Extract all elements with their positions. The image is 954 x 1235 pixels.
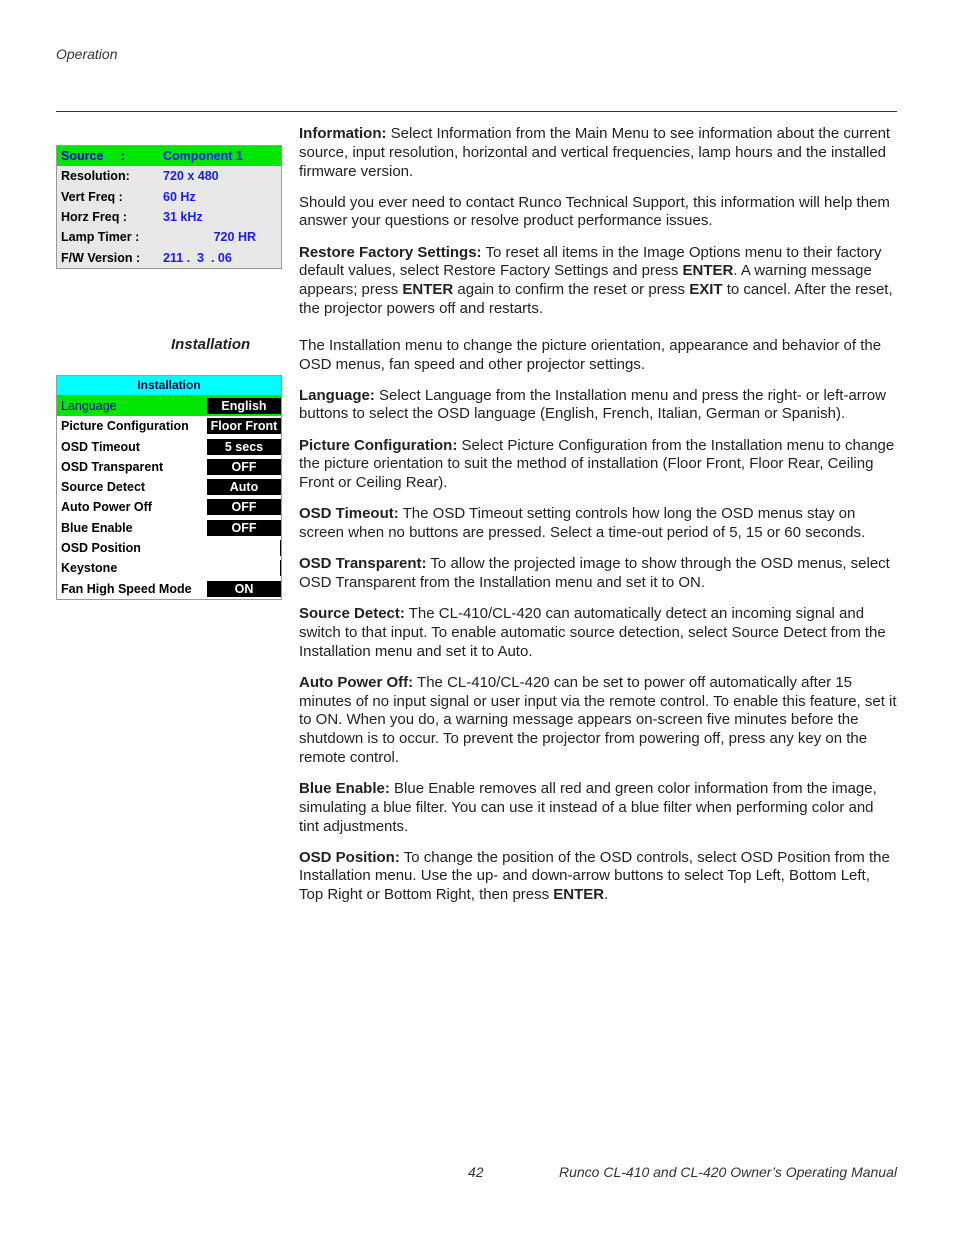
paragraph-support: Should you ever need to contact Runco Technical Support, this information will help them answer your questions or resolve product performance issues. bbox=[299, 193, 890, 230]
inst-label: Source Detect bbox=[61, 480, 146, 495]
inst-value-chip: OFF bbox=[207, 520, 281, 536]
info-row-lamp-timer bbox=[57, 227, 281, 247]
key-label: ENTER bbox=[402, 281, 454, 299]
text: to cancel. After the reset, the projector powers off and restarts. bbox=[299, 281, 893, 317]
inst-value-chip: OFF bbox=[207, 499, 281, 515]
text: To reset all items in the Image Options menu to their factory default values, select Restore Factory Settings and press bbox=[299, 243, 882, 280]
paragraph-information bbox=[299, 125, 897, 181]
inst-label: Language bbox=[61, 399, 117, 413]
term: OSD Timeout: bbox=[299, 505, 399, 523]
installation-osd-panel bbox=[56, 375, 282, 600]
text: Select Information from the Main Menu to see information about the current source, input resolution, horizontal and vertical frequencies, lamp hours and the installed firmware version. bbox=[299, 125, 891, 180]
info-value: 720 x 480 bbox=[163, 169, 219, 184]
inst-label: Keystone bbox=[61, 561, 118, 576]
paragraph-blue-enable bbox=[299, 780, 897, 836]
term: Blue Enable: bbox=[299, 779, 390, 797]
page-number: 42 bbox=[468, 1164, 484, 1180]
paragraph-source-detect bbox=[299, 605, 897, 661]
paragraph-osd-transparent bbox=[299, 555, 897, 593]
inst-label: OSD Timeout bbox=[61, 439, 140, 454]
paragraph-installation-intro: The Installation menu to change the picture orientation, appearance and behavior of the OSD menus, fan speed and other projector settings. bbox=[299, 336, 882, 373]
info-label: Resolution: bbox=[61, 169, 130, 184]
paragraph-restore bbox=[299, 244, 897, 319]
inst-label: OSD Transparent bbox=[61, 459, 164, 474]
inst-row-osd-position bbox=[57, 538, 281, 558]
inst-row-osd-timeout bbox=[57, 437, 281, 457]
paragraph-language bbox=[299, 387, 897, 425]
manual-title: Runco CL-410 and CL-420 Owner’s Operating Manual bbox=[558, 1164, 897, 1180]
inst-row-fan-high-speed bbox=[57, 579, 281, 599]
inst-row-blue-enable bbox=[57, 518, 281, 538]
info-label: F/W Version : bbox=[61, 250, 141, 265]
inst-row-osd-transparent bbox=[57, 457, 281, 477]
text: The OSD Timeout setting controls how long the OSD menus stay on screen when no buttons are pressed. Select a time-out period of 5, 15 or 60 seconds. bbox=[299, 505, 866, 542]
info-row-vert-freq bbox=[57, 187, 281, 207]
inst-row-language bbox=[57, 396, 281, 416]
info-value: 60 Hz bbox=[163, 189, 196, 204]
header-rule bbox=[56, 111, 897, 112]
inst-row-keystone bbox=[57, 558, 281, 578]
inst-label: Auto Power Off bbox=[61, 500, 152, 515]
running-header: Operation bbox=[56, 46, 118, 62]
key-label: EXIT bbox=[689, 281, 723, 299]
text: Blue Enable removes all red and green color information from the image, simulating a blue filter. You can use it instead of a blue filter when performing color and tint adjustments. bbox=[299, 779, 877, 835]
section-heading-installation: Installation bbox=[171, 336, 251, 353]
information-osd-panel bbox=[56, 145, 282, 269]
term: OSD Transparent: bbox=[299, 555, 427, 573]
inst-row-auto-power-off bbox=[57, 497, 281, 517]
info-label: Horz Freq : bbox=[61, 210, 127, 225]
text: The CL-410/CL-420 can be set to power off automatically after 15 minutes of no input signal or user input via the remote control. To enable this feature, set it to ON. When you do, a warning message appears on-screen five minutes before the shutdown is to occur. To prevent the projector from powering off, press any key on the remote control. bbox=[299, 673, 897, 766]
paragraph-picture-configuration bbox=[299, 437, 897, 493]
key-label: ENTER bbox=[553, 886, 605, 904]
inst-value-chip: Auto bbox=[207, 479, 281, 495]
text: To allow the projected image to show through the OSD menus, select OSD Transparent from the Installation menu and set it to ON. bbox=[299, 555, 890, 591]
inst-value-chip: 5 secs bbox=[207, 439, 281, 455]
text: Select Language from the Installation menu and press the right- or left-arrow buttons to select the OSD language (English, French, Italian, German or Spanish). bbox=[299, 386, 886, 423]
info-row-fw-version bbox=[57, 247, 281, 267]
info-row-source bbox=[57, 146, 281, 166]
info-label: Lamp Timer : bbox=[61, 230, 140, 245]
term: Auto Power Off: bbox=[299, 673, 414, 691]
inst-row-picture-configuration bbox=[57, 416, 281, 436]
paragraph-osd-position bbox=[299, 849, 897, 905]
paragraph-osd-timeout bbox=[299, 505, 897, 543]
term: OSD Position: bbox=[299, 848, 400, 866]
paragraph-auto-power-off bbox=[299, 674, 897, 768]
inst-label: OSD Position bbox=[61, 541, 141, 556]
inst-value-chip: English bbox=[207, 398, 281, 414]
info-value: 720 HR bbox=[213, 230, 256, 245]
info-value: Component 1 bbox=[163, 149, 243, 164]
key-label: ENTER bbox=[682, 262, 734, 280]
inst-label: Blue Enable bbox=[61, 520, 133, 535]
info-value: 211 . 3 . 06 bbox=[163, 250, 232, 265]
term: Restore Factory Settings: bbox=[299, 243, 482, 261]
text: To change the position of the OSD controls, select OSD Position from the Installation menu. Use the up- and down-arrow buttons to select Top Left, Bottom Left, Top Right or Bottom Right, then press bbox=[299, 848, 890, 904]
inst-label: Fan High Speed Mode bbox=[61, 581, 192, 596]
text: . A warning message appears; press bbox=[299, 262, 872, 299]
info-label: Vert Freq : bbox=[61, 189, 123, 204]
info-value: 31 kHz bbox=[163, 210, 203, 225]
term: Language: bbox=[299, 386, 375, 404]
term: Picture Configuration: bbox=[299, 436, 458, 454]
term: Source Detect: bbox=[299, 605, 405, 623]
term: Information: bbox=[299, 125, 387, 142]
text: again to confirm the reset or press bbox=[453, 281, 690, 299]
inst-row-source-detect bbox=[57, 477, 281, 497]
inst-label: Picture Configuration bbox=[61, 419, 189, 434]
inst-value-empty bbox=[206, 540, 281, 556]
info-label: Source : bbox=[61, 149, 125, 164]
info-row-horz-freq bbox=[57, 207, 281, 227]
text: . bbox=[604, 886, 609, 904]
text: Select Picture Configuration from the Installation menu to change the picture orientation to suit the method of installation (Floor Front, Floor Rear, Ceiling Front or Ceiling Rear). bbox=[299, 436, 895, 492]
info-row-resolution bbox=[57, 166, 281, 186]
text: The CL-410/CL-420 can automatically detect an incoming signal and switch to that input. To enable automatic source detection, select Source Detect from the Installation menu and set it to Auto. bbox=[299, 605, 886, 660]
installation-panel-title: Installation bbox=[57, 376, 281, 396]
inst-value-chip: Floor Front bbox=[207, 418, 281, 434]
inst-value-chip: OFF bbox=[207, 459, 281, 475]
body-text bbox=[299, 125, 897, 917]
inst-value-chip: ON bbox=[207, 581, 281, 597]
inst-value-empty bbox=[206, 560, 281, 576]
